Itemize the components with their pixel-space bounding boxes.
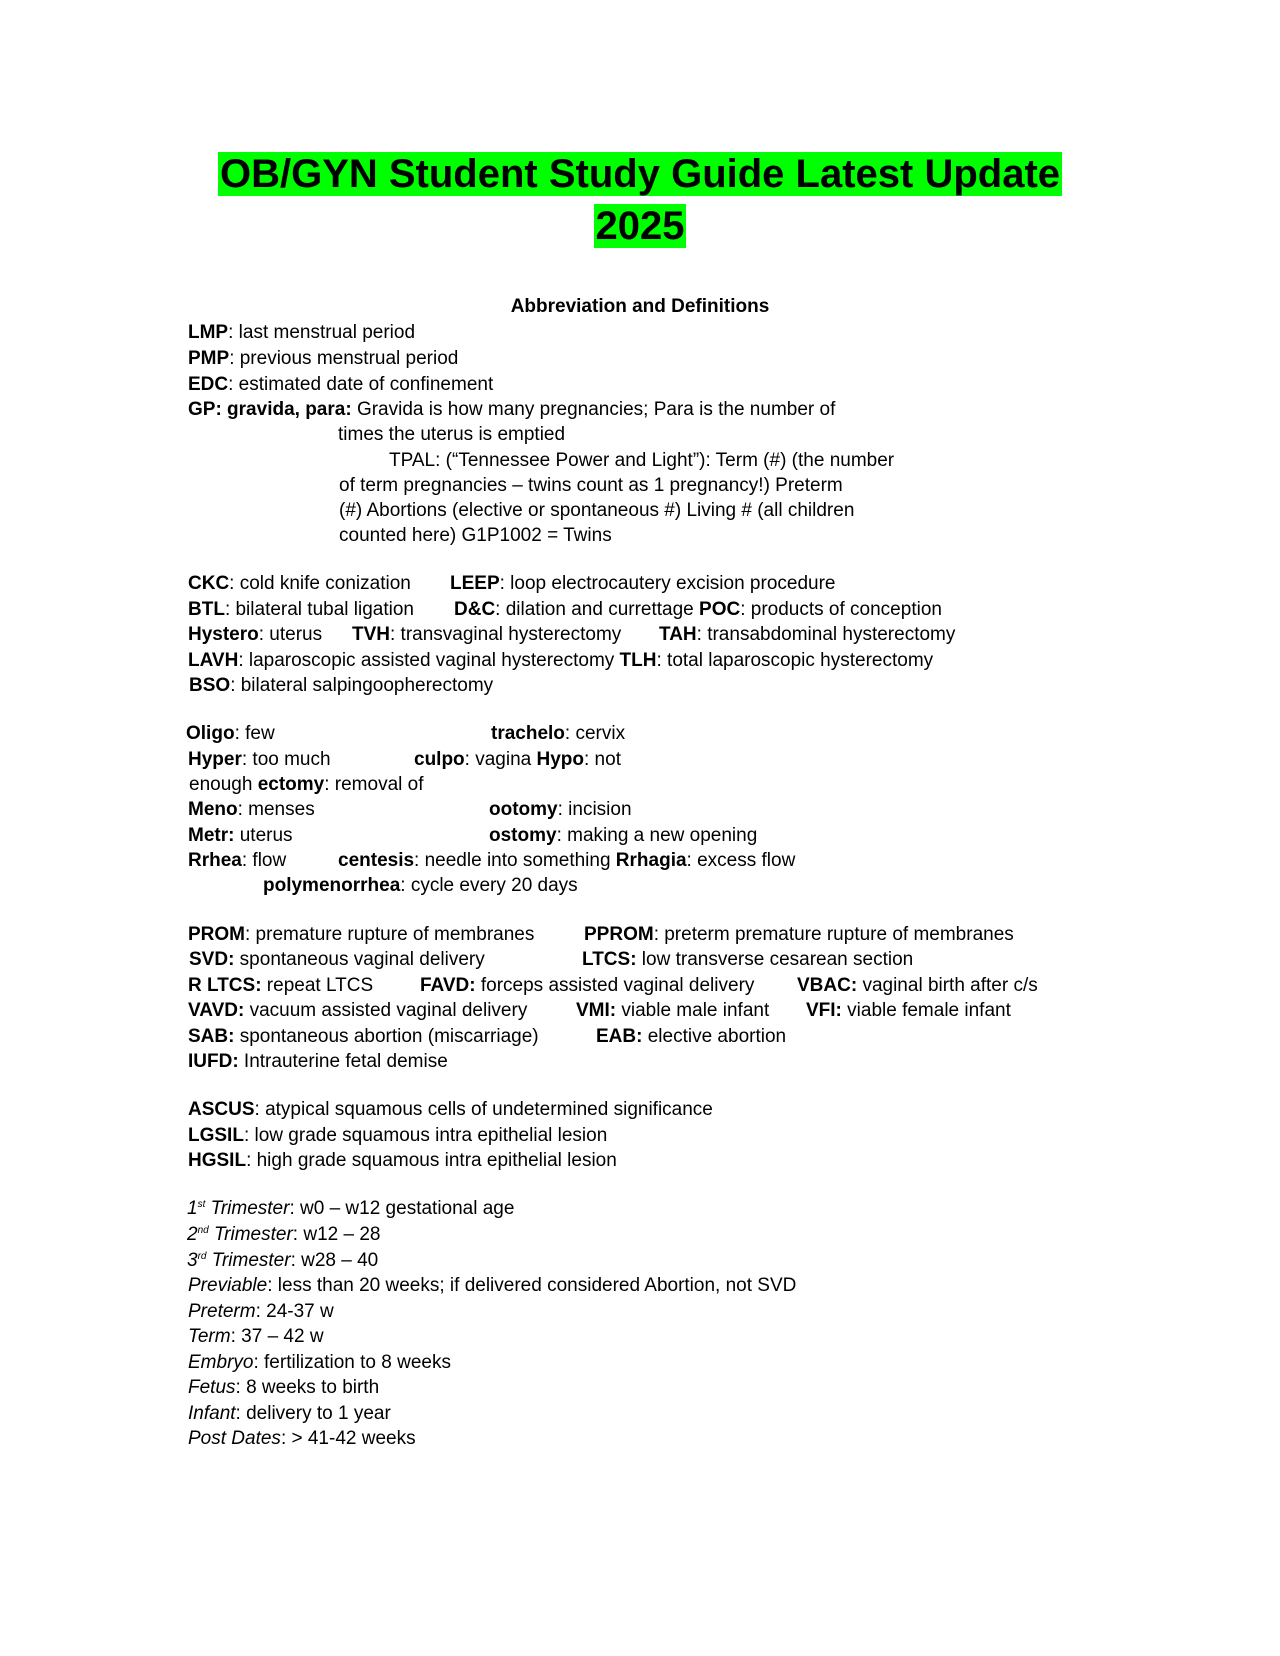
def-trimester-1: 1st Trimester: w0 – w12 gestational age (187, 1198, 515, 1219)
def-row-bso: BSO: bilateral salpingoopherectomy (189, 675, 494, 696)
def-pprom: PPROM: preterm premature rupture of membranes (584, 924, 1014, 945)
def-eab: EAB: elective abortion (596, 1026, 787, 1047)
def-ootomy: ootomy: incision (489, 799, 632, 820)
def-row-leep: LEEP: loop electrocautery excision procedure (450, 573, 836, 594)
def-vfi: VFI: viable female infant (806, 1000, 1011, 1021)
def-trimester-3: 3rd Trimester: w28 – 40 (187, 1250, 379, 1271)
def-preterm: Preterm: 24-37 w (188, 1301, 334, 1322)
def-row-hystero: Hystero: uterus (188, 624, 323, 645)
def-embryo: Embryo: fertilization to 8 weeks (188, 1352, 451, 1373)
def-ascus: ASCUS: atypical squamous cells of undetermined significance (188, 1099, 713, 1120)
def-term: Term: 37 – 42 w (188, 1326, 324, 1347)
def-trimester-2: 2nd Trimester: w12 – 28 (187, 1224, 381, 1245)
page-title (0, 148, 1280, 252)
def-iufd: IUFD: Intrauterine fetal demise (188, 1051, 448, 1072)
def-sab: SAB: spontaneous abortion (miscarriage) (188, 1026, 539, 1047)
def-trachelo: trachelo: cervix (491, 723, 626, 744)
def-row-tvh: TVH: transvaginal hysterectomy (352, 624, 622, 645)
def-vavd: VAVD: vacuum assisted vaginal delivery (188, 1000, 528, 1021)
def-hyper: Hyper: too much (188, 749, 331, 770)
def-tpal-4: counted here) G1P1002 = Twins (339, 525, 612, 546)
def-polymenorrhea: polymenorrhea: cycle every 20 days (263, 875, 578, 896)
def-gp: GP: gravida, para: Gravida is how many pregnancies; Para is the number of (188, 399, 836, 420)
def-pmp: PMP: previous menstrual period (188, 348, 459, 369)
def-previable: Previable: less than 20 weeks; if delivered considered Abortion, not SVD (188, 1275, 797, 1296)
def-favd: FAVD: forceps assisted vaginal delivery (420, 975, 755, 996)
def-metr: Metr: uterus (188, 825, 293, 846)
def-gp-continued: times the uterus is emptied (338, 424, 566, 445)
def-vbac: VBAC: vaginal birth after c/s (797, 975, 1038, 996)
def-row-btl: BTL: bilateral tubal ligation (188, 599, 415, 620)
def-oligo: Oligo: few (186, 723, 275, 744)
title-line-2: 2025 (595, 204, 685, 248)
def-rrhea: Rrhea: flow (188, 850, 287, 871)
def-tpal-1: TPAL: (“Tennessee Power and Light”): Term (#) (the number (389, 450, 895, 471)
def-prom: PROM: premature rupture of membranes (188, 924, 535, 945)
def-vmi: VMI: viable male infant (576, 1000, 770, 1021)
title-line-1: OB/GYN Student Study Guide Latest Update (219, 152, 1061, 196)
def-ectomy: enough ectomy: removal of (189, 774, 424, 795)
def-row-lavh: LAVH: laparoscopic assisted vaginal hysterectomy TLH: total laparoscopic hysterectomy (188, 650, 934, 671)
def-edc: EDC: estimated date of confinement (188, 374, 494, 395)
def-culpo-hypo: culpo: vagina Hypo: not (414, 749, 621, 770)
def-row-ckc: CKC: cold knife conization (188, 573, 411, 594)
def-infant: Infant: delivery to 1 year (188, 1403, 391, 1424)
def-rltcs: R LTCS: repeat LTCS (188, 975, 374, 996)
def-tpal-3: (#) Abortions (elective or spontaneous #) Living # (all children (339, 500, 855, 521)
def-row-dc: D&C: dilation and currettage POC: products of conception (454, 599, 942, 620)
def-hgsil: HGSIL: high grade squamous intra epithelial lesion (188, 1150, 617, 1171)
def-meno: Meno: menses (188, 799, 315, 820)
def-post-dates: Post Dates: > 41-42 weeks (188, 1428, 416, 1449)
def-ostomy: ostomy: making a new opening (489, 825, 758, 846)
def-ltcs: LTCS: low transverse cesarean section (582, 949, 914, 970)
section-heading: Abbreviation and Definitions (510, 296, 770, 317)
def-lgsil: LGSIL: low grade squamous intra epithelial lesion (188, 1125, 608, 1146)
def-svd: SVD: spontaneous vaginal delivery (189, 949, 485, 970)
def-row-tah: TAH: transabdominal hysterectomy (659, 624, 956, 645)
def-fetus: Fetus: 8 weeks to birth (188, 1377, 380, 1398)
def-lmp: LMP: last menstrual period (188, 322, 416, 343)
def-tpal-2: of term pregnancies – twins count as 1 pregnancy!) Preterm (339, 475, 843, 496)
def-centesis: centesis: needle into something Rrhagia: excess flow (338, 850, 796, 871)
